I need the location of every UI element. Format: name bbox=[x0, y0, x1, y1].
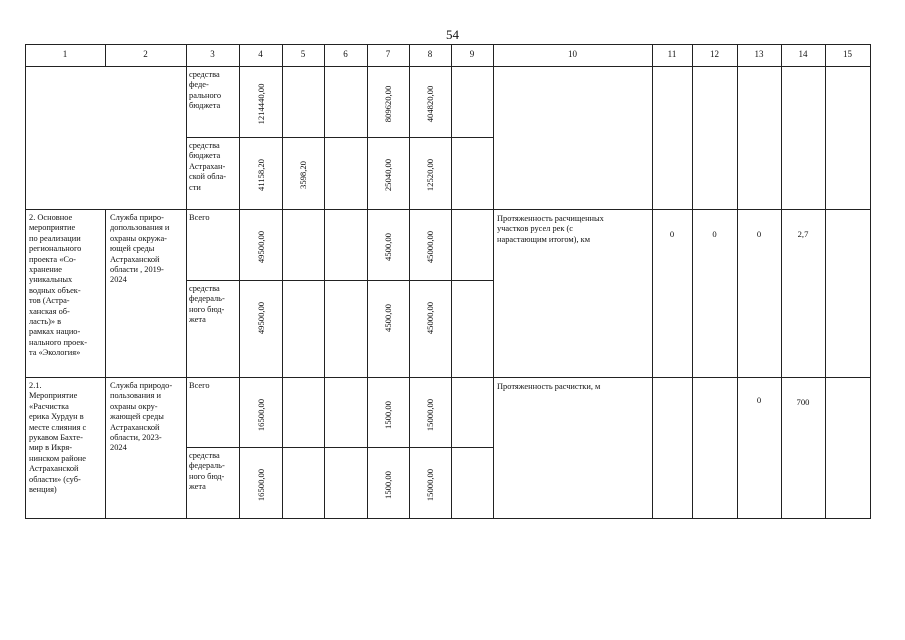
table-rule bbox=[186, 137, 494, 138]
table-rule bbox=[367, 44, 368, 519]
indicator-name: Протяженность расчистки, м bbox=[497, 382, 601, 391]
amount-value: 45000,00 bbox=[425, 301, 435, 335]
amount-value: 49500,00 bbox=[255, 230, 266, 264]
indicator-value: 0 bbox=[756, 395, 762, 405]
indicator-value: 700 bbox=[796, 397, 810, 407]
table-rule bbox=[25, 377, 871, 378]
amount-value: 4500,00 bbox=[383, 304, 393, 332]
column-header: 5 bbox=[300, 49, 306, 59]
column-header: 11 bbox=[667, 49, 677, 59]
amount-value: 16500,00 bbox=[255, 468, 266, 502]
funding-source: средства феде- рального бюджета bbox=[189, 70, 222, 111]
column-header: 2 bbox=[143, 49, 148, 59]
column-header: 7 bbox=[385, 49, 391, 59]
amount-value: 41158,20 bbox=[255, 159, 266, 191]
executor-name: Служба природо- пользования и охраны окру- жающей среды Астраханской области, 2023- 2024 bbox=[110, 381, 173, 453]
table-rule bbox=[409, 44, 410, 519]
page-number: 54 bbox=[446, 27, 459, 42]
amount-value: 4500,00 bbox=[383, 233, 393, 261]
table-rule bbox=[324, 44, 325, 519]
table-rule bbox=[25, 209, 871, 210]
table-rule bbox=[25, 66, 871, 67]
amount-value: 49500,00 bbox=[255, 301, 266, 335]
column-header: 10 bbox=[568, 49, 577, 59]
column-header: 6 bbox=[343, 49, 348, 59]
table-rule bbox=[25, 44, 871, 45]
funding-source: средства бюджета Астрахан- ской обла- сти bbox=[189, 141, 227, 192]
column-header: 13 bbox=[754, 49, 764, 59]
table-rule bbox=[105, 209, 106, 519]
amount-value: 15000,00 bbox=[425, 398, 435, 432]
table-rule bbox=[186, 447, 494, 448]
amount-value: 16500,00 bbox=[255, 398, 266, 432]
indicator-value: 0 bbox=[756, 229, 762, 239]
table-rule bbox=[451, 44, 452, 519]
amount-value: 3598,20 bbox=[298, 161, 308, 189]
column-header: 12 bbox=[710, 49, 719, 59]
executor-name: Служба приро- допользования и охраны окружа- ющей среды Астраханской области , 2019- 2024 bbox=[110, 213, 170, 285]
column-header: 15 bbox=[843, 49, 852, 59]
amount-value: 15000,00 bbox=[425, 468, 435, 502]
table-rule bbox=[781, 44, 782, 519]
event-name: 2. Основное мероприятие по реализации регионального проекта «Со- хранение уникальных водных объек- тов (Астра- ханская об- ласть)» в рамках нацио- нального проек- та «Экология» bbox=[29, 213, 87, 358]
column-header: 1 bbox=[62, 49, 68, 59]
amount-value: 45000,00 bbox=[425, 230, 435, 264]
amount-value: 12520,00 bbox=[425, 158, 435, 192]
indicator-name: Протяженность расчищенных участков русел рек (с нарастающим итогом), км bbox=[497, 214, 604, 244]
amount-value: 1500,00 bbox=[383, 401, 393, 429]
amount-value: 25040,00 bbox=[383, 158, 393, 192]
funding-source: средства федераль- ного бюд- жета bbox=[189, 451, 225, 492]
table-rule bbox=[25, 518, 871, 519]
table-rule bbox=[186, 280, 494, 281]
indicator-value: 0 bbox=[669, 229, 675, 239]
amount-value: 1500,00 bbox=[383, 471, 393, 499]
column-header: 4 bbox=[258, 49, 263, 59]
column-header: 14 bbox=[798, 49, 808, 59]
table-rule bbox=[870, 44, 871, 519]
table-rule bbox=[737, 44, 738, 519]
column-header: 3 bbox=[210, 49, 215, 59]
table-rule bbox=[652, 44, 653, 519]
column-header: 9 bbox=[469, 49, 475, 59]
table-rule bbox=[493, 44, 494, 519]
table-rule bbox=[282, 44, 283, 519]
amount-value: 404820,00 bbox=[425, 85, 435, 123]
funding-source: Всего bbox=[189, 213, 210, 222]
table-rule bbox=[186, 44, 187, 519]
funding-source: Всего bbox=[189, 381, 210, 390]
column-header: 8 bbox=[427, 49, 433, 59]
amount-value: 1214440,00 bbox=[255, 83, 266, 125]
funding-source: средства федераль- ного бюд- жета bbox=[189, 284, 225, 325]
indicator-value: 2,7 bbox=[797, 229, 809, 239]
indicator-value: 0 bbox=[712, 229, 717, 239]
amount-value: 809620,00 bbox=[383, 85, 393, 123]
table-rule bbox=[825, 44, 826, 519]
event-name: 2.1. Мероприятие «Расчистка ерика Хурдун в месте слияния с рукавом Бахте- мир в Икря- нинском районе Астраханской области» (суб- венция) bbox=[29, 381, 87, 495]
table-rule bbox=[25, 44, 26, 519]
table-rule bbox=[239, 44, 240, 519]
table-rule bbox=[692, 44, 693, 519]
